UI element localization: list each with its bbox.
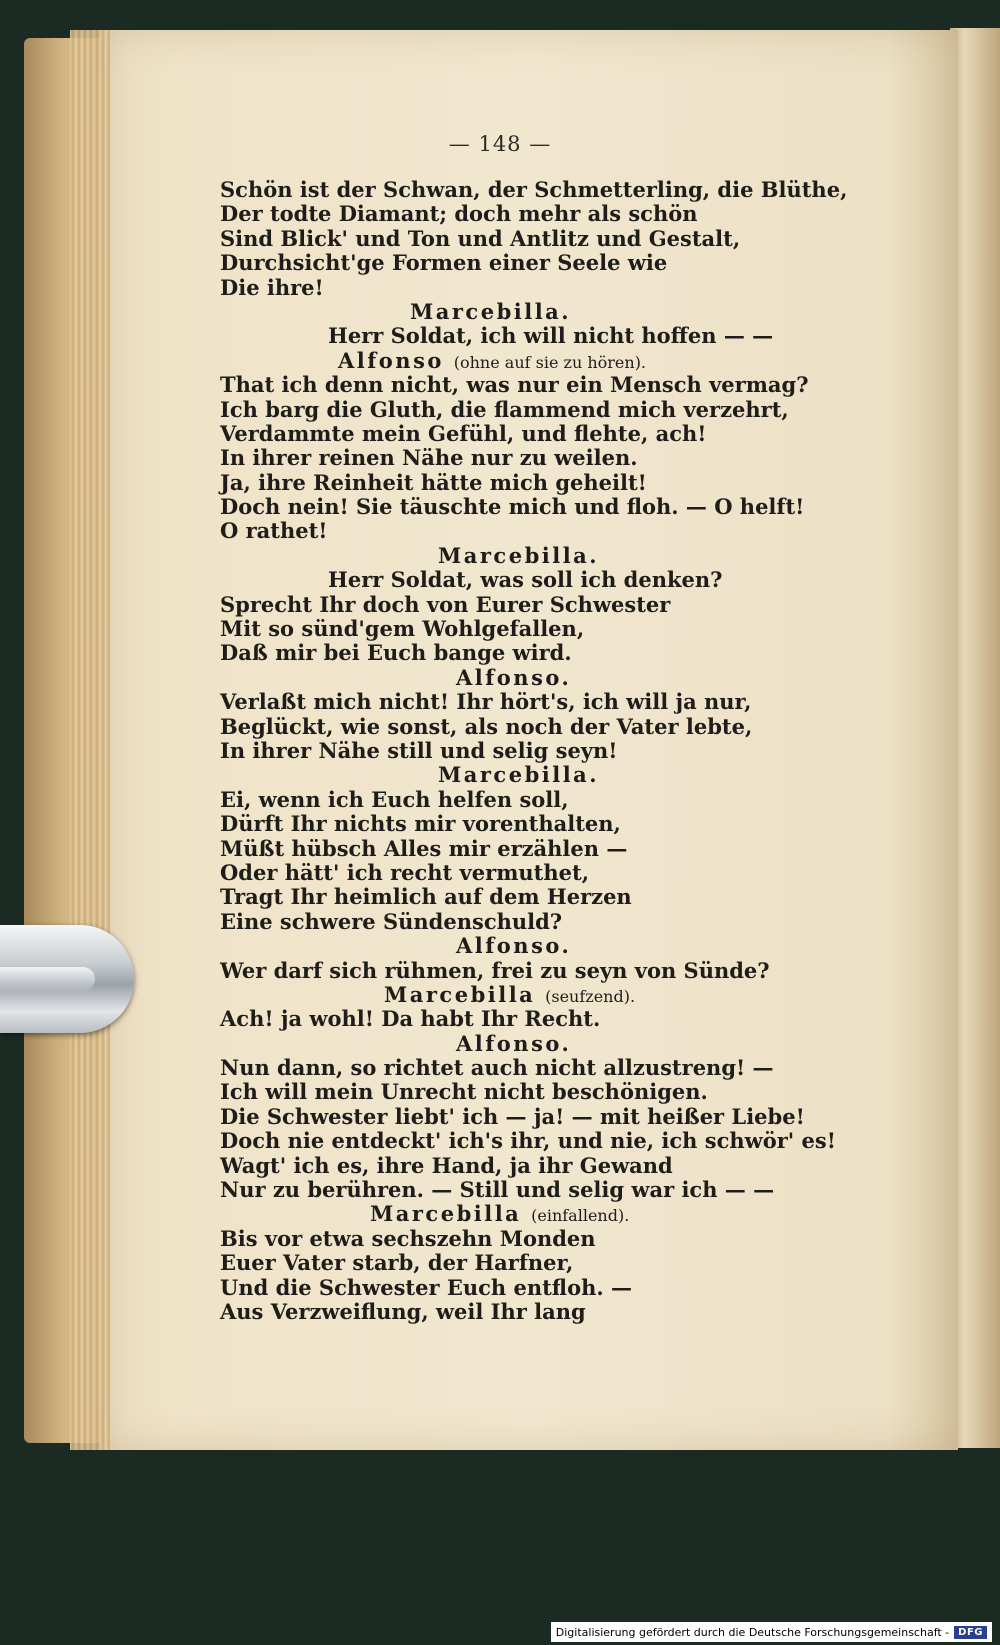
text-line (220, 177, 848, 202)
text-line (220, 690, 820, 714)
text-line (220, 471, 820, 495)
text-line (220, 1276, 820, 1300)
line-text: Tragt Ihr heimlich auf dem Herzen (220, 884, 632, 910)
text-line (220, 1080, 820, 1104)
line-text: Doch nie entdeckt' ich's ihr, und nie, ich schwör' es! (220, 1128, 836, 1154)
line-text: Marcebilla. (438, 542, 600, 568)
line-text: Alfonso. (456, 933, 572, 959)
line-text: Verlaßt mich nicht! Ihr hört's, ich will ja nur, (220, 689, 752, 715)
viewer-background (0, 1450, 1000, 1645)
text-line (220, 837, 820, 861)
line-text: Herr Soldat, ich will nicht hoffen — — (328, 323, 774, 349)
text-line (220, 739, 820, 763)
page-clip (0, 925, 134, 1033)
page-stack-edge (70, 30, 110, 1450)
line-text: Marcebilla. (438, 762, 600, 788)
speaker-line (220, 1032, 820, 1056)
text-line (220, 1251, 820, 1275)
line-text: Euer Vater starb, der Harfner, (220, 1250, 574, 1276)
speaker-line (220, 763, 820, 787)
text-line (220, 788, 820, 812)
line-text: Oder hätt' ich recht vermuthet, (220, 859, 590, 885)
line-text: Marcebilla (370, 1201, 522, 1227)
line-text: Alfonso. (456, 1030, 572, 1056)
line-text: Nur zu berühren. — Still und selig war ich — — (220, 1177, 775, 1203)
line-text: Sind Blick' und Ton und Antlitz und Gestalt, (220, 225, 741, 251)
text-line (220, 373, 820, 397)
line-text: O rathet! (220, 518, 328, 544)
line-text: Wagt' ich es, ihre Hand, ja ihr Gewand (220, 1152, 673, 1178)
text-line (220, 568, 820, 592)
line-text: Der todte Diamant; doch mehr als schön (220, 201, 698, 227)
speaker-line (220, 349, 820, 373)
line-text: Verdammte mein Gefühl, und flehte, ach! (220, 420, 707, 446)
line-text: Alfonso. (456, 664, 572, 690)
speaker-line (220, 1202, 820, 1226)
line-text: Marcebilla. (410, 298, 572, 324)
text-line (220, 1007, 820, 1031)
line-text: Die ihre! (220, 274, 324, 300)
line-text: Alfonso (338, 347, 444, 373)
text-line (220, 1227, 820, 1251)
line-text: Herr Soldat, was soll ich denken? (328, 567, 723, 593)
line-text: Doch nein! Sie täuschte mich und floh. — O helft! (220, 494, 805, 520)
text-line (220, 617, 820, 641)
text-line (220, 227, 820, 251)
text-line (220, 495, 820, 519)
line-text: Und die Schwester Euch entfloh. — (220, 1274, 632, 1300)
text-line (220, 959, 820, 983)
line-text: In ihrer reinen Nähe nur zu weilen. (220, 445, 638, 471)
text-line (220, 276, 820, 300)
line-text: Eine schwere Sündenschuld? (220, 908, 563, 934)
text-line (220, 861, 820, 885)
speaker-line (220, 544, 820, 568)
text-line (220, 1300, 820, 1324)
line-text: Dürft Ihr nichts mir vorenthalten, (220, 811, 621, 837)
text-line (220, 812, 820, 836)
line-text: Wer darf sich rühmen, frei zu seyn von Sünde? (220, 957, 770, 983)
line-text: Ich will mein Unrecht nicht beschönigen. (220, 1079, 708, 1105)
speaker-line (220, 666, 820, 690)
line-text: Beglückt, wie sonst, als noch der Vater lebte, (220, 713, 753, 739)
line-text: Sprecht Ihr doch von Eurer Schwester (220, 591, 671, 617)
text-line (220, 398, 820, 422)
text-line (220, 446, 820, 470)
text-line (220, 251, 820, 275)
line-text: Schön ist der Schwan, der Schmetterling, die Blüthe, (220, 177, 848, 202)
text-line (220, 715, 820, 739)
line-text: Marcebilla (384, 981, 536, 1007)
footer-text: Digitalisierung gefördert durch die Deutsche Forschungsgemeinschaft - (555, 1625, 950, 1639)
text-line (220, 1105, 820, 1129)
speaker-line (220, 983, 820, 1007)
text-line (220, 422, 820, 446)
show-through-text (860, 180, 1000, 1080)
text-line (220, 1056, 820, 1080)
poem-text (220, 177, 848, 1324)
line-text: Ach! ja wohl! Da habt Ihr Recht. (220, 1006, 601, 1032)
line-text: That ich denn nicht, was nur ein Mensch vermag? (220, 372, 809, 398)
text-line (220, 910, 820, 934)
line-text: Daß mir bei Euch bange wird. (220, 640, 572, 666)
text-line (220, 202, 820, 226)
speaker-line (220, 934, 820, 958)
line-text: Mit so sünd'gem Wohlgefallen, (220, 616, 585, 642)
stage-direction: (einfallend). (531, 1206, 630, 1226)
line-text: Bis vor etwa sechszehn Monden (220, 1225, 596, 1251)
line-text: Ich barg die Gluth, die flammend mich verzehrt, (220, 396, 789, 422)
line-text: Ei, wenn ich Euch helfen soll, (220, 786, 569, 812)
speaker-line (220, 300, 820, 324)
stage-direction: (seufzend). (545, 986, 636, 1006)
funding-footer (551, 1622, 992, 1642)
line-text: Ja, ihre Reinheit hätte mich geheilt! (220, 469, 647, 495)
line-text: Die Schwester liebt' ich — ja! — mit heißer Liebe! (220, 1103, 805, 1129)
text-line (220, 593, 820, 617)
dfg-logo: DFG (954, 1626, 987, 1639)
text-line (220, 519, 820, 543)
line-text: Nun dann, so richtet auch nicht allzustreng! — (220, 1055, 774, 1081)
page-number: — 148 — (448, 132, 552, 156)
line-text: In ihrer Nähe still und selig seyn! (220, 737, 618, 763)
stage-direction: (ohne auf sie zu hören). (453, 352, 647, 372)
line-text: Aus Verzweiflung, weil Ihr lang (220, 1298, 586, 1324)
line-text: Durchsicht'ge Formen einer Seele wie (220, 250, 668, 276)
text-line (220, 641, 820, 665)
text-line (220, 1178, 820, 1202)
text-line (220, 1128, 836, 1154)
text-line (220, 885, 820, 909)
line-text: Müßt hübsch Alles mir erzählen — (220, 835, 628, 861)
text-line (220, 324, 820, 348)
text-line (220, 1154, 820, 1178)
